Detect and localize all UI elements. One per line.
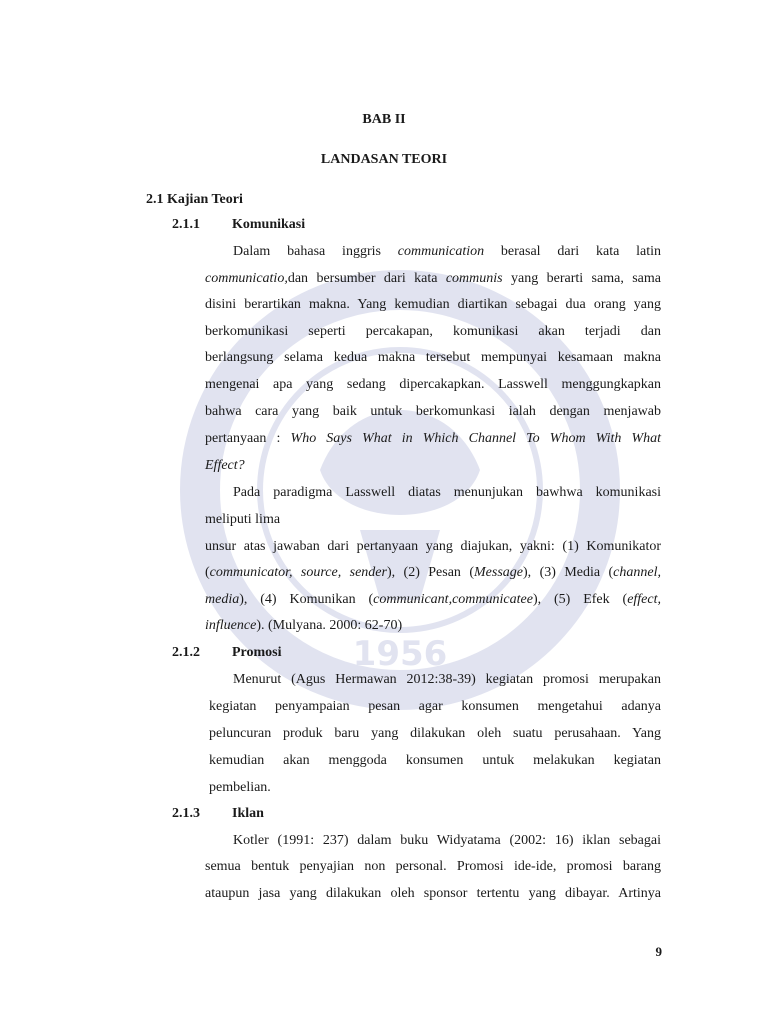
paragraph-line: kemudian akan menggoda konsumen untuk melakukan kegiatan	[209, 753, 661, 768]
page-number: 9	[655, 944, 662, 959]
paragraph-line: disini berartikan makna. Yang kemudian diartikan sebagai dua orang yang	[205, 297, 661, 312]
paragraph-line: Menurut (Agus Hermawan 2012:38-39) kegiatan promosi merupakan	[233, 672, 661, 687]
watermark-year: 1956	[352, 634, 448, 674]
paragraph-line: (communicator, source, sender), (2) Pesan (Message), (3) Media (channel,	[205, 565, 661, 580]
paragraph-line: Kotler (1991: 237) dalam buku Widyatama (2002: 16) iklan sebagai	[233, 833, 661, 848]
paragraph-line: Pada paradigma Lasswell diatas menunjukan bawhwa komunikasi	[233, 485, 661, 500]
subsection-title: Iklan	[232, 806, 264, 821]
paragraph-line: influence). (Mulyana. 2000: 62-70)	[205, 618, 403, 633]
paragraph-line: pertanyaan : Who Says What in Which Channel To Whom With What	[205, 431, 662, 446]
paragraph-line: meliputi lima	[205, 512, 281, 527]
subsection-number: 2.1.1	[172, 217, 200, 232]
paragraph-line: semua bentuk penyajian non personal. Promosi ide-ide, promosi barang	[205, 859, 661, 874]
paragraph-line: berkomunikasi seperti percakapan, komunikasi akan terjadi dan	[205, 324, 661, 339]
paragraph-line: bahwa cara yang baik untuk berkomunkasi ialah dengan menjawab	[205, 404, 661, 419]
subsection-number: 2.1.3	[172, 806, 200, 821]
paragraph-line: media), (4) Komunikan (communicant,communicatee), (5) Efek (effect,	[205, 592, 661, 607]
paragraph-line: Effect?	[205, 458, 245, 473]
subsection-title: Promosi	[232, 645, 282, 660]
section-heading: 2.1 Kajian Teori	[146, 192, 243, 207]
paragraph-line: communicatio,dan bersumber dari kata communis yang berarti sama, sama	[205, 271, 661, 286]
paragraph-line: Dalam bahasa inggris communication berasal dari kata latin	[233, 244, 662, 259]
paragraph-line: peluncuran produk baru yang dilakukan oleh suatu perusahaan. Yang	[209, 726, 661, 741]
paragraph-line: mengenai apa yang sedang dipercakapkan. Lasswell menggungkapkan	[205, 377, 661, 392]
subsection-title: Komunikasi	[232, 217, 306, 232]
paragraph-line: pembelian.	[209, 780, 271, 795]
paragraph-line: kegiatan penyampaian pesan agar konsumen mengetahui adanya	[209, 699, 661, 714]
paragraph-line: unsur atas jawaban dari pertanyaan yang diajukan, yakni: (1) Komunikator	[205, 539, 661, 554]
chapter-number: BAB II	[362, 112, 406, 127]
paragraph-line: berlangsung selama kedua makna tersebut mempunyai kesamaan makna	[205, 350, 661, 365]
chapter-title: LANDASAN TEORI	[320, 152, 448, 167]
subsection-number: 2.1.2	[172, 645, 200, 660]
paragraph-line: ataupun jasa yang dilakukan oleh sponsor tertentu yang dibayar. Artinya	[205, 886, 661, 901]
